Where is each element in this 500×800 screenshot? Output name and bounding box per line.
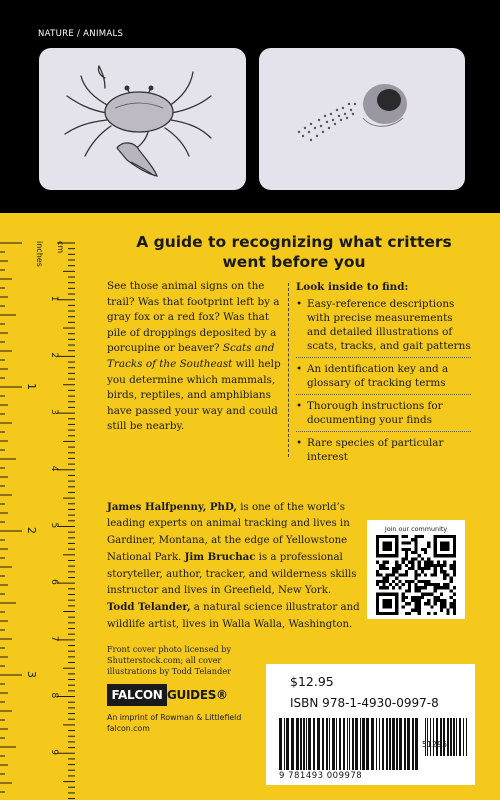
list-item: • An identification key and a glossary of tracking terms (296, 362, 471, 395)
ruler-inch-label: 3 (25, 671, 38, 678)
community-qr-panel[interactable] (367, 520, 465, 619)
intro-rest: will help you determine which mammals, birds, reptiles, and amphibians have passed your way and could still be nearby. (107, 357, 281, 433)
ruler-cm-label: 1 (49, 295, 59, 302)
barcode-addon: 51295 (422, 740, 448, 749)
ruler-inch-label: 2 (25, 527, 38, 534)
author-name: James Halfpenny, PhD, (107, 501, 237, 513)
ruler-cm-label: 6 (49, 579, 59, 585)
author-name: Todd Telander, (107, 601, 191, 614)
ruler-cm-label: cm (56, 241, 65, 254)
imprint-info (107, 712, 241, 734)
ruler-cm-label: 3 (49, 409, 59, 415)
list-item: • Easy-reference descriptions with precise measurements and detailed illustrations of scats, tracks, and gait patterns (296, 297, 471, 358)
look-inside-list (296, 279, 471, 472)
book-title: Scats and Tracks of the Southeast (107, 342, 275, 370)
logo-guides: GUIDES® (167, 688, 228, 702)
top-black-band (0, 0, 500, 213)
author-name: Jim Bruchac (184, 551, 256, 564)
ruler-cm-label: 4 (49, 465, 59, 472)
author-bios: James Halfpenny, PhD, is one of the world’s leading experts on animal tracking and lives in Gardiner, Montana, at the edge of Yellowstone National Park. Jim Bruchac is a professional storyteller, author, tracker, and wilderness skills instructor and lives in Greefield, New York. Todd Telander, a natural science illustrator and wildlife artist, lives in Walla Walla, Washington. (107, 501, 360, 630)
ruler-cm-label: 2 (49, 352, 59, 359)
category-label: NATURE / ANIMALS (38, 29, 124, 39)
crab-illustration (39, 48, 246, 190)
list-item: • Rare species of particular interest (296, 437, 444, 463)
column-divider (288, 283, 289, 457)
ruler-cm-label: 5 (49, 522, 59, 529)
imprint-line: An imprint of Rowman & Littlefield (107, 713, 242, 722)
photo-credit: Front cover photo licensed by Shutterstock.com; all cover illustrations by Todd Telander (107, 644, 232, 676)
list-item: • Thorough instructions for documenting your finds (296, 399, 471, 432)
bullet-icon: • (296, 363, 303, 375)
headline-line-1: A guide to recognizing what critters (136, 233, 452, 251)
headline (120, 232, 468, 272)
intro-lead: See those animal signs on the trail? Was that footprint left by a gray fox or a red fox? Was that pile of droppings deposited by a porcupine or beaver? (107, 280, 280, 355)
ruler-cm-label: 8 (49, 692, 59, 699)
headline-line-2: went before you (222, 253, 366, 271)
ruler-inch-label: 1 (25, 383, 38, 390)
burrow-illustration (259, 48, 465, 190)
bullet-icon: • (296, 298, 303, 310)
price-barcode-box (266, 664, 475, 785)
measuring-ruler (0, 213, 75, 800)
logo-falcon: FALCON (107, 684, 167, 706)
look-inside-title: Look inside to find: (296, 281, 409, 293)
publisher-website: falcon.com (107, 724, 150, 733)
price: $12.95 (290, 674, 334, 689)
intro-paragraph (107, 279, 289, 435)
bullet-icon: • (296, 437, 303, 449)
barcode-digits: 9 781493 009978 (279, 771, 363, 781)
qr-code-icon[interactable] (376, 535, 456, 615)
ruler-cm-label: 7 (49, 635, 59, 642)
ruler-cm-label: 9 (49, 749, 59, 755)
isbn: ISBN 978-1-4930-0997-8 (290, 696, 439, 710)
publisher-logo (107, 684, 237, 708)
ruler-inches-label: inches (35, 241, 44, 267)
community-label: Join our community (384, 525, 448, 533)
bullet-icon: • (296, 400, 303, 412)
